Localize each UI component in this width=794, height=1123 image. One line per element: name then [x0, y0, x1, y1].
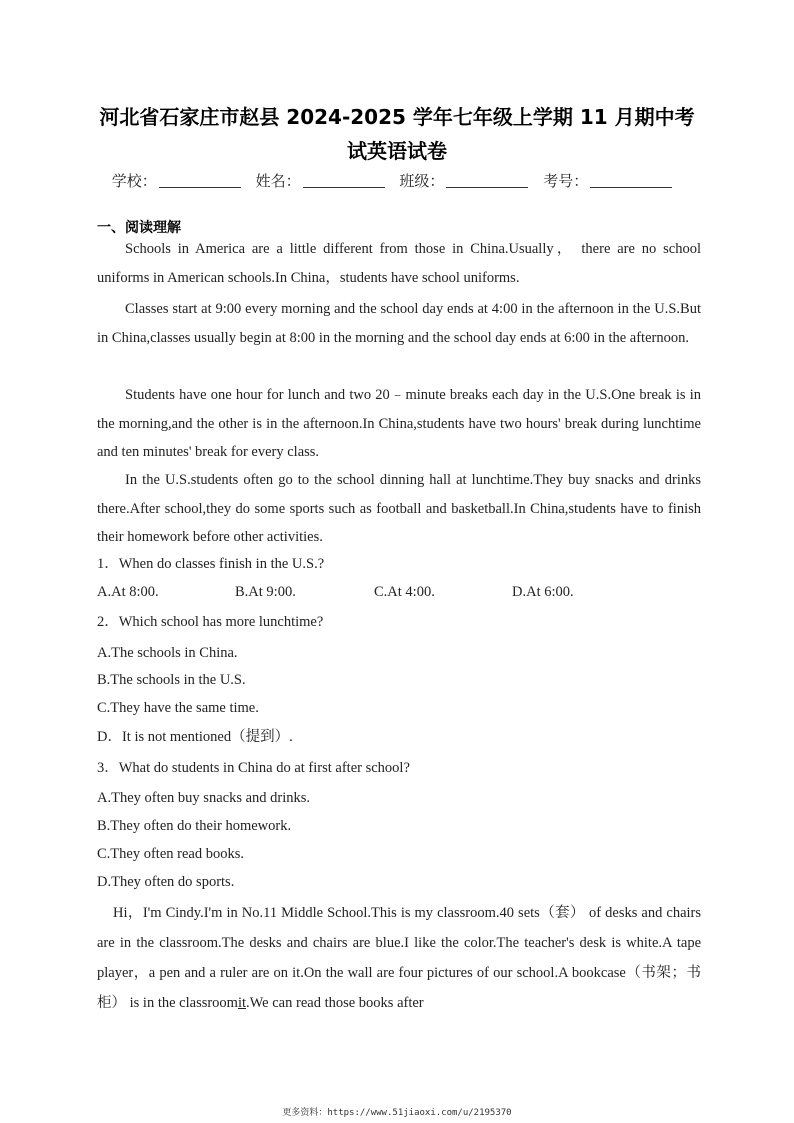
passage-paragraph: Students have one hour for lunch and two 20﹣minute breaks each day in the U.S.One break is in the morning,and the other is in the afternoon.In China,students have two hours' break during lunchtime and ten minutes' break for every class. — [97, 387, 701, 460]
passage-2-paragraph — [97, 898, 701, 1018]
exam-number-label: 考号： — [543, 172, 589, 190]
passage-2-text-end: .We can read those books after — [246, 995, 424, 1011]
underlined-word: it — [237, 995, 247, 1011]
student-info-line — [0, 170, 794, 191]
option-a: A.They often buy snacks and drinks. — [97, 790, 311, 806]
class-label: 班级： — [399, 172, 445, 190]
option-a: A.The schools in China. — [97, 645, 238, 661]
option-d: D.At 6:00. — [512, 584, 574, 600]
option-c: C.At 4:00. — [374, 584, 435, 600]
passage-paragraph: In the U.S.students often go to the school dinning hall at lunchtime.They buy snacks and drinks there.After school,they do some sports such as football and basketball.In China,students have to finish their homework before other activities. — [97, 472, 701, 545]
name-label: 姓名： — [255, 172, 301, 190]
option-c: C.They often read books. — [97, 846, 244, 862]
option-a: A.At 8:00. — [97, 584, 159, 600]
passage-2-text: Hi，I'm Cindy.I'm in No.11 Middle School.This is my classroom.40 sets（套） of desks and chairs are in the classroom.The desks and chairs are blue.I like the color.The teacher's desk is white.A tape player，a pen and a ruler are on it.On the wall are four pictures of our school.A bookcase（书架；书柜） is in the classroom — [97, 905, 701, 1011]
school-label: 学校： — [111, 172, 157, 190]
passage-paragraph: Schools in America are a little different from those in China.Usually， there are no school uniforms in American schools.In China，students have school uniforms. — [97, 241, 701, 286]
name-blank — [303, 187, 385, 188]
option-c: C.They have the same time. — [97, 700, 259, 716]
question-1-options — [97, 584, 657, 604]
option-b: B.They often do their homework. — [97, 818, 292, 834]
section-heading: 一、阅读理解 — [97, 220, 181, 236]
school-blank — [159, 187, 241, 188]
option-d: D.They often do sports. — [97, 874, 235, 890]
question-3: 3．What do students in China do at first after school? — [97, 760, 410, 776]
exam-number-blank — [590, 187, 672, 188]
option-b: B.At 9:00. — [235, 584, 296, 600]
passage-paragraph: Classes start at 9:00 every morning and the school day ends at 4:00 in the afternoon in the U.S.But in China,classes usually begin at 8:00 in the morning and the school day ends at 6:00 in the afternoon. — [97, 301, 701, 346]
question-1: 1．When do classes finish in the U.S.? — [97, 556, 325, 572]
option-b: B.The schools in the U.S. — [97, 672, 246, 688]
page-title: 河北省石家庄市赵县 2024-2025 学年七年级上学期 11 月期中考试英语试卷 — [99, 105, 695, 163]
class-blank — [446, 187, 528, 188]
question-2: 2．Which school has more lunchtime? — [97, 614, 324, 630]
option-d: D．It is not mentioned（提到）. — [97, 729, 293, 745]
footer-link[interactable]: 更多资料：https://www.51jiaoxi.com/u/2195370 — [282, 1108, 512, 1118]
